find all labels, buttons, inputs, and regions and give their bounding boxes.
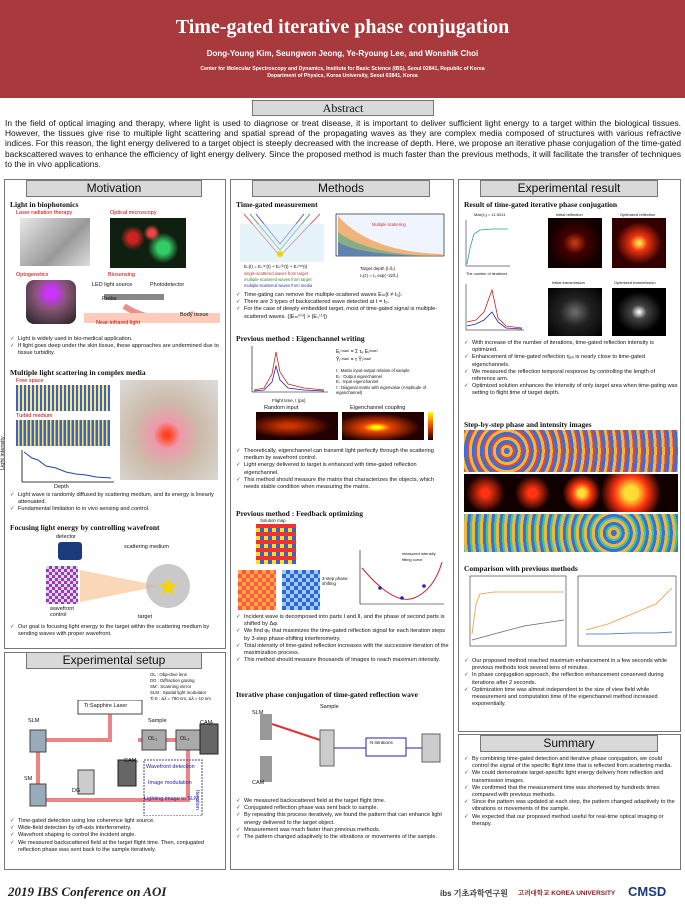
bullet: ✓ We confirmed that the measurement time was shortened by hundreds times compared with previous methods. (464, 785, 678, 799)
bullet: ✓ Wavefront shaping to control the incident angle. (10, 832, 220, 839)
label-wavefront-detection: Wavefront detection (146, 764, 195, 770)
bullet: ✓ Enhancement of time-gated reflection ηₚᵥ is nearly close to time-gated eigenchannels. (464, 354, 678, 368)
setup-bullets (10, 818, 220, 854)
label-body-tissue: Body tissue (180, 312, 209, 318)
label-field-equation: Eₛ(t) = Eₛ⁽¹⁾(t) + Eₛ⁽²⁾(t) + Eₛ⁽ᵐ⁾(t) (244, 264, 308, 269)
bullet: ✓ Our goal is focusing light energy to the target within the scattering medium by sending waves with proper wavefront. (10, 624, 220, 638)
intensity-images-row2 (464, 474, 678, 512)
setup-legend (150, 672, 224, 702)
label-max: Max(I₀) = 11.5411 (474, 212, 506, 217)
affiliations (0, 66, 685, 80)
free-space-wave-image (16, 385, 110, 411)
label-initial-reflection: Initial reflection (556, 212, 583, 217)
bullet: ✓ Our proposed method reached maximum enhancement in a few seconds while previous methods took several tens of minutes. (464, 658, 678, 672)
label-scattering-medium: scattering medium (124, 544, 169, 550)
label-camr: CAMᵣ (200, 720, 214, 726)
comparison-fov-plot (572, 574, 678, 652)
motivation-heading: Motivation (26, 180, 202, 197)
affiliation-2: Department of Physics, Korea University, Seoul 02841, Korea (267, 73, 418, 79)
abstract-text: In the field of optical imaging and therapy, where light is used to diagnose or treat disease, it is important to deliver sufficient light energy to a target within the biological tissues. However, the tissues give rise to multiple light scattering and spatial spread of the propagating waves as they are complex media composed of structures with various refractive indices. For this reason, the light energy delivered to a target object is steeply decreased with the increase of depth. Here, we propose an iterative phase conjugation of the time-gated backscattered waves to enhance the efficiency of light energy delivery. Since the proposed method is much faster than the previous methods, it will facilitate the transfer of techniques to the in vivo applications. (5, 118, 681, 169)
subheading-stepbystep: Step-by-step phase and intensity images (464, 420, 592, 429)
legend-item: Eᵢ : Input eigenchannel (336, 379, 379, 385)
colorbar (428, 412, 433, 440)
flighttime-plot (244, 344, 330, 398)
setup-heading: Experimental setup (26, 652, 202, 669)
label-n-iterations: N iterations (370, 740, 393, 745)
subheading-eigenchannel: Previous method : Eigenchannel writing (236, 334, 365, 343)
label-detector: detector (56, 534, 76, 540)
result-bullets (464, 340, 678, 398)
motivation-bullets-1 (10, 336, 220, 358)
bullet: ✓ Time-gated detection using low coherence light source. (10, 818, 220, 825)
initial-reflection-image (548, 218, 602, 268)
label-photodetector: Photodetector (150, 282, 185, 288)
eigenchannel-image (342, 412, 424, 440)
label-optimized-reflection: Optimized reflection (620, 212, 656, 217)
bullet: ✓ We measured backscattered field at the target flight time. Then, conjugated reflection phase was sent back to the sample iteratively. (10, 840, 220, 854)
feedback-bullets (236, 614, 450, 664)
legend-item: t : Matrix input-output relation of sample (336, 368, 410, 373)
iteration-curve-plot (462, 218, 512, 270)
label-iteration: Iteration (194, 790, 200, 810)
equation: Eᵣ⁽ᵐᵃˣ⁾ = Σ τₑ Eᵢ⁽ᵐᵃˣ⁾ (336, 349, 378, 355)
optimized-reflection-image (612, 218, 666, 268)
bullet: ✓ Optimized solution enhances the intensity of only target area when time-gating was setting to flight time of target depth. (464, 383, 678, 397)
label-target-depth: Target depth (lₛ/lₛ) (360, 266, 395, 271)
legend-item: DG : Diffraction grating (150, 678, 195, 683)
legend-item: OL : Objective lens (150, 672, 187, 677)
random-input-image (256, 412, 338, 440)
label-optimized-transmission: Optimized transmission (614, 280, 656, 285)
label-fitting-curve: fitting curve (402, 557, 423, 562)
label-solution-map: Solution map (260, 518, 286, 523)
subheading-iterative: Iterative phase conjugation of time-gated reflection wave (236, 690, 418, 699)
iterative-diagram (240, 700, 446, 792)
ibs-logo: ibs 기초과학연구원 (440, 889, 508, 898)
legend-item: SM : Scanning mirror (150, 684, 192, 689)
comparison-time-plot (464, 574, 568, 652)
hand-laser-photo (120, 380, 218, 480)
label-free-space: Free space (16, 378, 44, 384)
label-sample: Sample (148, 718, 167, 724)
bullet: ✓ We could demonstrate target-specific light energy delivery from reflection and transmission images. (464, 770, 678, 784)
bullet: ✓ This method should measure thousands of images to reach maximum intensity. (236, 657, 450, 664)
bullet: ✓ Time-gating can remove the multiple-scattered waves Eₘ(t ≠ t₀). (236, 292, 450, 299)
bullet: ✓ Since the pattern was updated at each step, the pattern changed adaptively to the vibrations or movements of the sample. (464, 799, 678, 813)
bullet: ✓ In phase conjugation approach, the reflection enhancement conserved during iterations after 2 seconds. (464, 672, 678, 686)
optogenetics-mouse-image (26, 280, 76, 324)
subheading-result: Result of time-gated iterative phase conjugation (464, 200, 618, 209)
part-ii-image (282, 570, 320, 610)
bullet: ✓ Measurement was much faster than previous methods. (236, 827, 450, 834)
bullet: ✓ Conjugated reflection phase was sent back to sample. (236, 805, 450, 812)
bullet: ✓ Theoretically, eigenchannel can transmit light perfectly through the scattering medium by wavefront control. (236, 448, 450, 462)
label-slm-iter: SLM (252, 710, 264, 716)
label-flight-time: Flight time, t (ps) (272, 398, 306, 403)
intensity-decay-plot (16, 448, 116, 488)
legend-item: Ti:S : Δλ = 790 nm, Δλ = 10 nm (150, 696, 211, 701)
bullet: ✓ For the case of deeply embedded target, most of time-gated signal is multiple-scattered waves. (|Eₘ⁽ᵐ⁾| > |Eₛ⁽¹⁾|) (236, 306, 450, 320)
bullet: ✓ Fundamental limitation to in vivo sensing and control. (10, 506, 220, 513)
label-ol2: OL₂ (180, 736, 190, 742)
timegated-legend (244, 271, 354, 289)
affiliation-1: Center for Molecular Spectroscopy and Dynamics, Institute for Basic Science (IBS), Seoul 02841, Republic of Korea (200, 66, 485, 72)
label-sample-iter: Sample (320, 704, 339, 710)
bullet: ✓ Light wave is randomly diffused by scattering medium, and its energy is linearly attenuated. (10, 492, 220, 506)
authors: Dong-Young Kim, Seungwon Jeong, Ye-Ryoung Lee, and Wonshik Choi (206, 49, 479, 58)
part-i-image (238, 570, 276, 610)
label-ti-sapphire: Ti:Sapphire Laser (84, 703, 128, 709)
comparison-bullets (464, 658, 678, 708)
feedback-curve-plot (354, 548, 446, 610)
label-dg: DG (72, 788, 81, 794)
bullet: ✓ Total intensity of time-gated reflection increases with the successive iteration of the maximization process. (236, 643, 450, 657)
label-wavefront-control: wavefront control (50, 606, 74, 618)
label-intensity-equation: Iₛ(z) = I₀ exp(−2z/lₛ) (360, 273, 399, 278)
label-laser-therapy: Laser radiation therapy (16, 210, 73, 216)
iterative-bullets (236, 798, 450, 841)
methods-heading: Methods (252, 180, 430, 197)
turbid-wave-image (16, 420, 110, 446)
legend-item: multiple-scattered waves from media (244, 283, 313, 288)
timegated-bullets (236, 292, 450, 321)
label-cam-iter: CAM (252, 780, 265, 786)
summary-bullets (464, 756, 678, 828)
label-measured-intensity: measured intensity (402, 551, 436, 556)
bullet: ✓ Light energy delivered to target is enhanced with time-gated reflection eigenchannel. (236, 462, 450, 476)
optimized-transmission-image (612, 288, 666, 336)
results-heading: Experimental result (480, 180, 658, 197)
conference-name: 2019 IBS Conference on AOI (8, 884, 167, 899)
bullet: ✓ Wide-field detection by off-axis interferometry. (10, 825, 220, 832)
bullet: ✓ We measured the reflection temporal response by controlling the length of reference arm. (464, 369, 678, 383)
equation: Ŷᵣ⁽ᵐᵃˣ⁾ = τ Ŷᵢ⁽ᵐᵃˣ⁾ (336, 357, 372, 363)
legend-item: single-scattered waves from target (244, 271, 309, 276)
label-biosensing: Biosensing (108, 272, 135, 278)
subheading-comparison: Comparison with previous methods (464, 564, 578, 573)
label-random-input: Random input (264, 405, 299, 411)
label-depth: Depth (54, 484, 69, 490)
eigen-bullets (236, 448, 450, 491)
bullet: ✓ The pattern changed adaptively to the vibrations or movements of the sample. (236, 834, 450, 841)
motivation-bullets-3 (10, 624, 220, 638)
initial-transmission-image (548, 288, 602, 336)
subheading-scattering: Multiple light scattering in complex media (10, 368, 146, 377)
label-light-intensity: Light intensity (0, 436, 6, 470)
bullet: ✓ With increase of the number of iterations, time-gated reflection intensity is optimized. (464, 340, 678, 354)
label-lighting-image: Lighting image to SLM (144, 796, 199, 802)
subheading-focusing: Focusing light energy by controlling wavefront (10, 523, 160, 532)
legend-item: SLM : Spatial light modulator (150, 690, 207, 695)
bullet: ✓ We find φ₀ that maximizes the time-gated reflection signal for each iteration steps by 3-step phase-shifting interferometry. (236, 628, 450, 642)
subheading-biophotonics: Light in biophotonics (10, 200, 79, 209)
label-3step: 3-step phase-shifting (322, 576, 349, 586)
bullet: ✓ We expected that our proposed method useful for real-time optical imaging or therapy. (464, 814, 678, 828)
phase-images-row3 (464, 514, 678, 552)
label-optical-microscopy: Optical microscopy (110, 210, 157, 216)
subheading-timegated: Time-gated measurement (236, 200, 318, 209)
subheading-feedback: Previous method : Feedback optimizing (236, 509, 363, 518)
timegated-diagram (240, 210, 324, 262)
label-optogenetics: Optogenetics (16, 272, 49, 278)
phase-images-row1 (464, 430, 678, 472)
motivation-bullets-2 (10, 492, 220, 514)
label-initial-transmission: Initial transmission (552, 280, 585, 285)
bullet: ✓ This method should measure the matrix that characterizes the objects, which needs stable condition when measuring the matrix. (236, 477, 450, 491)
bullet: ✓ If light goes deep under the skin tissue, these approaches are undermined due to tissue turbidity. (10, 343, 220, 357)
label-sm: SM (24, 776, 33, 782)
legend-item: multiple-scattered waves from target (244, 277, 312, 282)
poster-title: Time-gated iterative phase conjugation (175, 16, 510, 38)
label-image-modulation: Image modulation (148, 780, 192, 786)
bullet: ✓ Incident wave is decomposed into parts I and II, and the phase of second parts is shifted by Δφ. (236, 614, 450, 628)
bullet: ✓ We measured backscattered field at the target flight time. (236, 798, 450, 805)
legend-item: Eᵣ : Output eigenchannel (336, 373, 382, 379)
bullet: ✓ There are 3 types of backscattered wave detected at t = t₀. (236, 299, 450, 306)
focusing-diagram (80, 560, 190, 610)
temporal-response-plot (462, 282, 526, 334)
eigen-equations (336, 348, 448, 364)
bullet: ✓ By combining time-gated detection and iterative phase conjugation, we could control the signal of the specific flight time that is reflected from scattering media. (464, 756, 678, 770)
bullet: ✓ Light is widely used in bio-medical application. (10, 336, 220, 343)
bullet: ✓ Optimization time was almost independent to the size of view field while measurement and computation time of the eigenchannel method increased exponentially. (464, 687, 678, 709)
label-probe: Probe (102, 296, 117, 302)
wavefront-pattern-image (46, 566, 78, 604)
laser-device-image (20, 218, 90, 266)
detector-camera-image (58, 542, 82, 560)
label-nir: Near-infrared light (96, 320, 141, 326)
label-slm: SLM (28, 718, 40, 724)
solution-map-image (256, 524, 296, 564)
legend-item: τ : Diagonal matrix with eigenvalue (Amplitude of eigenchannel) (336, 384, 427, 396)
korea-university-logo: 고려대학교 KOREA UNIVERSITY (518, 890, 616, 897)
bullet: ✓ By repeating this process iteratively, we found the pattern that can enhance light energy delivered to the target object. (236, 812, 450, 826)
label-target: target (138, 614, 153, 620)
label-led: LED light source (92, 282, 133, 288)
summary-heading: Summary (480, 735, 658, 752)
label-cams: CAMₛ (124, 758, 139, 764)
label-eigenchannel-coupling: Eigenchannel coupling (350, 405, 406, 411)
label-ol1: OL₁ (148, 736, 158, 742)
label-turbid: Turbid medium (16, 413, 53, 419)
depth-plot (330, 212, 446, 264)
abstract-heading: Abstract (252, 100, 434, 116)
label-multiple-scattering: Multiple scattering (372, 222, 406, 227)
microscopy-image (110, 218, 186, 268)
label-n-iterations-result: The number of iterations (466, 272, 508, 276)
cmsd-logo: CMSD (628, 884, 667, 899)
eigen-legend (336, 368, 448, 396)
